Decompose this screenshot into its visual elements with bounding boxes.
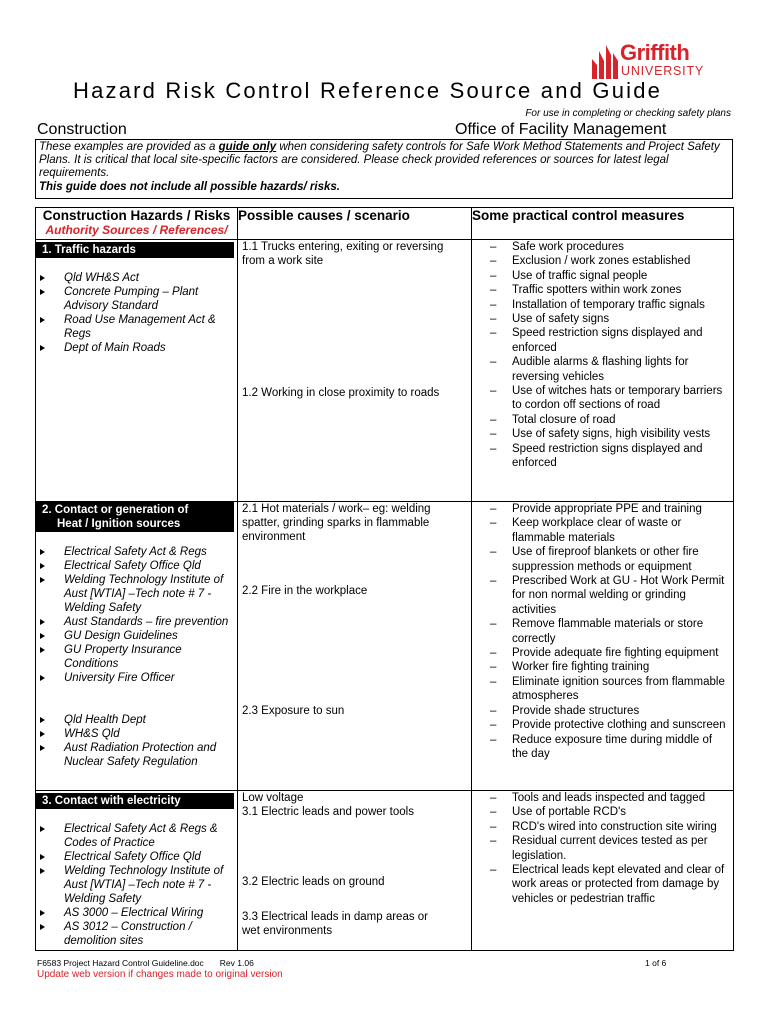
footer-update-note: Update web version if changes made to original version — [37, 969, 283, 980]
section-heading-line: 2. Contact or generation of — [42, 504, 189, 516]
cause-cell — [238, 502, 472, 791]
list-item: Electrical Safety Act & Regs — [36, 545, 234, 559]
hazard-cell — [36, 240, 238, 502]
list-item: – Installation of temporary traffic signals — [472, 298, 731, 312]
list-item: – Eliminate ignition sources from flammable atmospheres — [472, 675, 731, 704]
list-item: – Provide appropriate PPE and training — [472, 502, 731, 516]
cause-text: 2.1 Hot materials / work– eg: welding spatter, grinding sparks in flammable environment — [242, 503, 431, 543]
footer-doc-info — [37, 958, 254, 968]
list-item: – Use of safety signs — [472, 312, 731, 326]
list-item: Concrete Pumping – Plant Advisory Standard — [36, 285, 234, 313]
list-item: Qld WH&S Act — [36, 271, 234, 285]
list-item: – Remove flammable materials or store correctly — [472, 617, 731, 646]
measures-cell — [472, 240, 734, 502]
col-header-causes: Possible causes / scenario — [238, 208, 472, 240]
col-header-hazards — [36, 208, 238, 240]
list-item: – Audible alarms & flashing lights for reversing vehicles — [472, 355, 731, 384]
cause-text: 3.1 Electric leads and power tools — [242, 806, 414, 818]
list-item: – Keep workplace clear of waste or flammable materials — [472, 516, 731, 545]
cause-text: 3.2 Electric leads on ground — [242, 876, 385, 888]
table-header-row — [36, 208, 734, 240]
list-item: Welding Technology Institute of Aust [WTIA] –Tech note # 7 - Welding Safety — [36, 864, 234, 906]
list-item: – Safe work procedures — [472, 240, 731, 254]
authority-list — [36, 545, 237, 685]
logo-subtitle: UNIVERSITY — [621, 64, 705, 78]
page-number: 1 of 6 — [645, 958, 667, 968]
intro-text-post: when considering safety controls for Safe Work Method Statements and Project Safety Plans. It is critical that local site-specific factors are considered. Please check provided references or sources for latest legal requirements. — [39, 141, 720, 180]
measure-list — [472, 502, 733, 761]
col-header-authorities: Authority Sources / References/ — [45, 223, 228, 237]
list-item: – Provide shade structures — [472, 704, 731, 718]
usage-note: For use in completing or checking safety plans — [525, 108, 731, 119]
table-row — [36, 502, 734, 791]
cause-text: 1.2 Working in close proximity to roads — [242, 387, 440, 399]
list-item: – Speed restriction signs displayed and enforced — [472, 326, 731, 355]
cause-text: 2.3 Exposure to sun — [242, 705, 345, 717]
section-heading: 1. Traffic hazards — [36, 242, 234, 258]
list-item: – Use of safety signs, high visibility vests — [472, 427, 731, 441]
list-item: Electrical Safety Act & Regs & Codes of Practice — [36, 822, 234, 850]
list-item: – Use of fireproof blankets or other fire suppression methods or equipment — [472, 545, 731, 574]
intro-emphasis: guide only — [218, 141, 277, 153]
list-item: Dept of Main Roads — [36, 341, 234, 355]
list-item: – Traffic spotters within work zones — [472, 283, 731, 297]
intro-disclaimer: This guide does not include all possible hazards/ risks. — [39, 180, 340, 193]
list-item: – Electrical leads kept elevated and clear of work areas or protected from damage by vehicles or pedestrian traffic — [472, 863, 731, 906]
cause-cell — [238, 791, 472, 951]
document-title: Hazard Risk Control Reference Source and Guide — [73, 78, 663, 103]
list-item: Electrical Safety Office Qld — [36, 850, 234, 864]
logo-name: Griffith — [620, 40, 690, 65]
cause-cell — [238, 240, 472, 502]
cause-label: Low voltage — [242, 792, 304, 804]
list-item: GU Design Guidelines — [36, 629, 234, 643]
category-heading: Construction — [37, 121, 127, 138]
footer-doc-name: F6583 Project Hazard Control Guideline.doc — [37, 958, 204, 968]
list-item: – Provide protective clothing and sunscreen — [472, 718, 731, 732]
measure-list — [472, 240, 733, 471]
list-item: GU Property Insurance Conditions — [36, 643, 234, 671]
section-heading — [36, 502, 234, 532]
list-item: Aust Radiation Protection and Nuclear Safety Regulation — [36, 741, 234, 769]
hazard-table — [35, 207, 734, 951]
intro-box — [35, 139, 733, 199]
cause-text: 2.2 Fire in the workplace — [242, 585, 368, 597]
cause-text: wet environments — [242, 925, 333, 937]
list-item: Road Use Management Act & Regs — [36, 313, 234, 341]
section-heading: 3. Contact with electricity — [36, 793, 234, 809]
col-header-measures: Some practical control measures — [472, 208, 734, 240]
list-item: University Fire Officer — [36, 671, 234, 685]
list-item: – Worker fire fighting training — [472, 660, 731, 674]
list-item: – Use of witches hats or temporary barriers to cordon off sections of road — [472, 384, 731, 413]
list-item: – Use of traffic signal people — [472, 269, 731, 283]
list-item: Electrical Safety Office Qld — [36, 559, 234, 573]
list-item: – Prescribed Work at GU - Hot Work Permit for non normal welding or grinding activities — [472, 574, 731, 617]
measures-cell — [472, 502, 734, 791]
list-item: AS 3012 – Construction / demolition sites — [36, 920, 234, 948]
authority-list — [36, 713, 237, 769]
authority-list — [36, 822, 237, 948]
list-item: – Tools and leads inspected and tagged — [472, 791, 731, 805]
cause-text: 1.1 Trucks entering, exiting or reversing from a work site — [242, 241, 444, 267]
measures-cell — [472, 791, 734, 951]
authority-list — [36, 271, 237, 355]
list-item: Aust Standards – fire prevention — [36, 615, 234, 629]
hazard-cell — [36, 502, 238, 791]
list-item: – Use of portable RCD's — [472, 805, 731, 819]
intro-text-pre: These examples are provided as a — [39, 141, 219, 153]
list-item: WH&S Qld — [36, 727, 234, 741]
office-heading: Office of Facility Management — [455, 121, 667, 138]
table-row — [36, 240, 734, 502]
list-item: – Residual current devices tested as per legislation. — [472, 834, 731, 863]
hazard-cell — [36, 791, 238, 951]
list-item: AS 3000 – Electrical Wiring — [36, 906, 234, 920]
list-item: Welding Technology Institute of Aust [WTIA] –Tech note # 7 - Welding Safety — [36, 573, 234, 615]
list-item: – Exclusion / work zones established — [472, 254, 731, 268]
table-row — [36, 791, 734, 951]
list-item: – Total closure of road — [472, 413, 731, 427]
footer-revision: Rev 1.06 — [219, 958, 254, 968]
section-heading-line: Heat / Ignition sources — [57, 518, 181, 530]
cause-text: 3.3 Electrical leads in damp areas or — [242, 911, 429, 923]
col-header-hazards-title: Construction Hazards / Risks — [42, 208, 231, 223]
list-item: – RCD's wired into construction site wiring — [472, 820, 731, 834]
list-item: Qld Health Dept — [36, 713, 234, 727]
list-item: – Provide adequate fire fighting equipment — [472, 646, 731, 660]
list-item: – Speed restriction signs displayed and enforced — [472, 442, 731, 471]
list-item: – Reduce exposure time during middle of the day — [472, 733, 731, 762]
measure-list — [472, 791, 733, 906]
